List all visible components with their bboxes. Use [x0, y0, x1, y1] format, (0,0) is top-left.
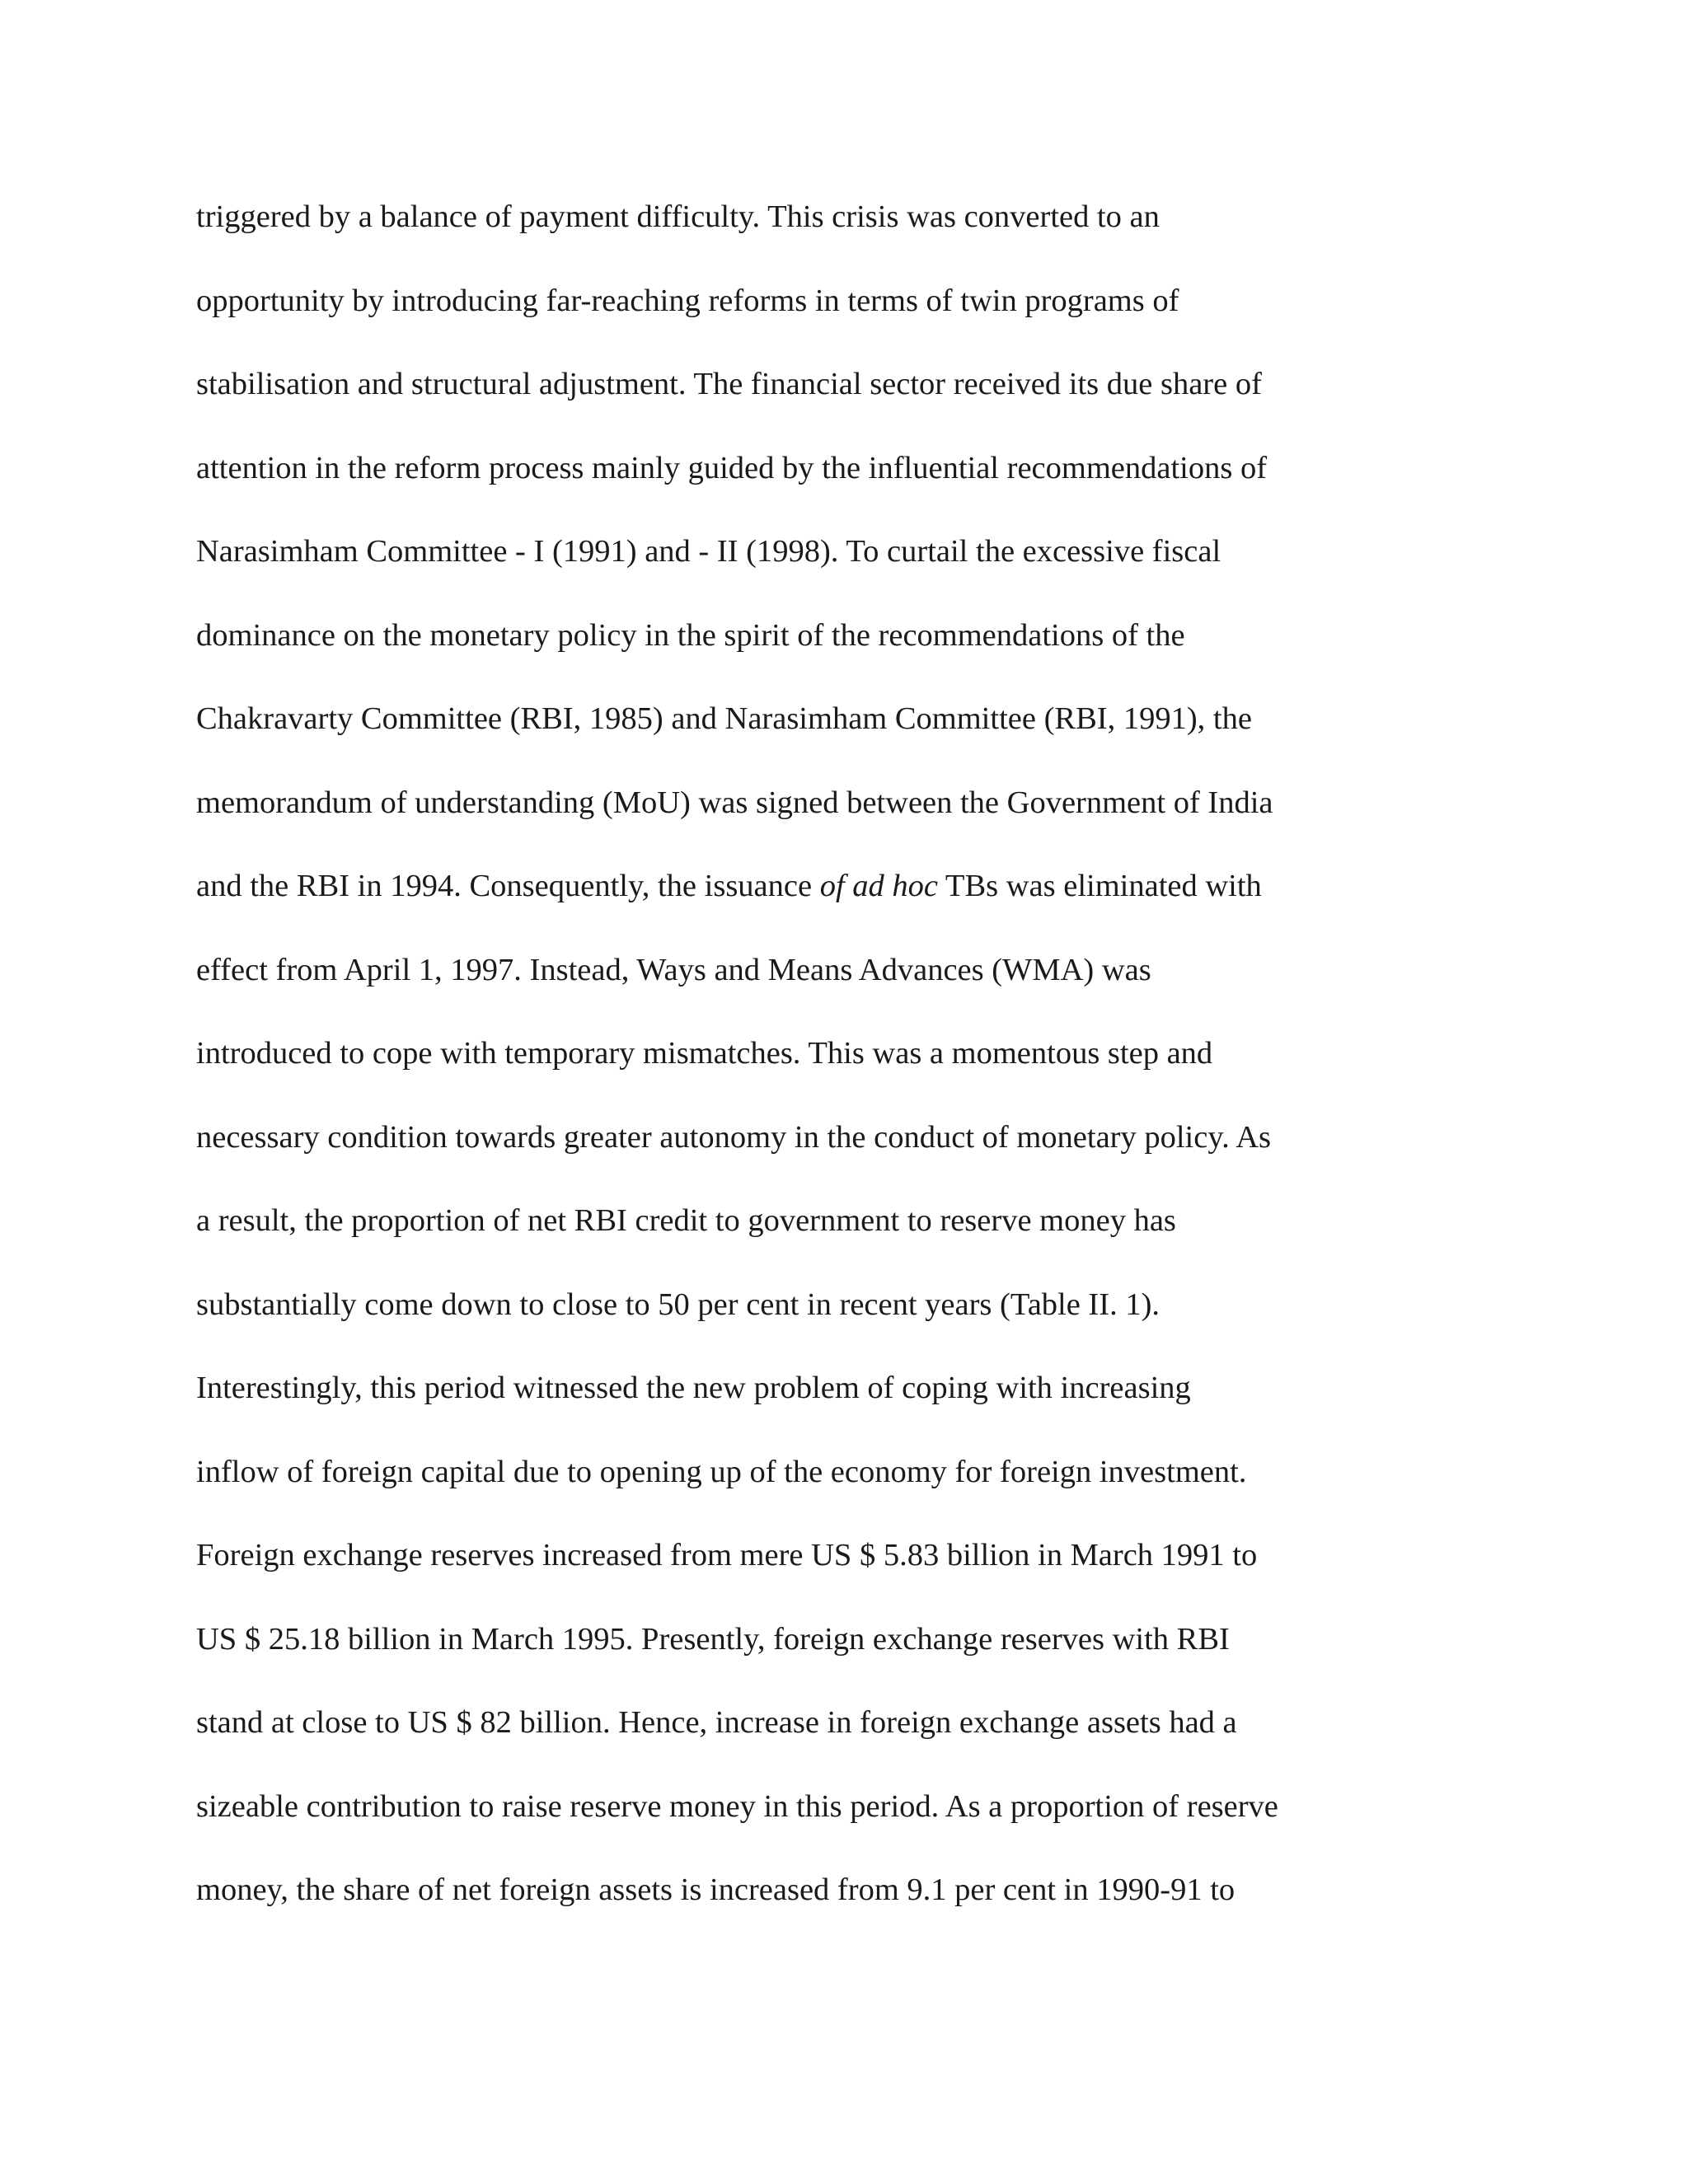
text-line: attention in the reform process mainly guided by the influential recommendations of [196, 450, 1268, 485]
text-segment: and the RBI in 1994. Consequently, the issuance [196, 869, 820, 903]
text-line: sizeable contribution to raise reserve money in this period. As a proportion of reserve [196, 1788, 1278, 1824]
text-line: Chakravarty Committee (RBI, 1985) and Narasimham Committee (RBI, 1991), the [196, 701, 1252, 736]
text-line: stabilisation and structural adjustment. The financial sector received its due share of [196, 367, 1262, 401]
body-paragraph [196, 188, 1367, 1945]
text-line: money, the share of net foreign assets is increased from 9.1 per cent in 1990-91 to [196, 1872, 1236, 1907]
italic-phrase: of ad hoc [819, 869, 938, 903]
text-line: US $ 25.18 billion in March 1995. Presently, foreign exchange reserves with RBI [196, 1621, 1230, 1657]
text-line: introduced to cope with temporary mismatches. This was a momentous step and [196, 1036, 1213, 1071]
text-line: memorandum of understanding (MoU) was signed between the Government of India [196, 785, 1273, 820]
text-line: Narasimham Committee - I (1991) and - II (1998). To curtail the excessive fiscal [196, 534, 1221, 569]
text-line: substantially come down to close to 50 per cent in recent years (Table II. 1). [196, 1286, 1160, 1322]
text-line: triggered by a balance of payment difficulty. This crisis was converted to an [196, 199, 1160, 234]
text-line: a result, the proportion of net RBI credit to government to reserve money has [196, 1203, 1176, 1238]
text-line: opportunity by introducing far-reaching reforms in terms of twin programs of [196, 283, 1179, 318]
text-line: stand at close to US $ 82 billion. Hence, increase in foreign exchange assets had a [196, 1705, 1237, 1740]
text-line: Interestingly, this period witnessed the new problem of coping with increasing [196, 1371, 1191, 1405]
text-line: dominance on the monetary policy in the spirit of the recommendations of the [196, 617, 1185, 653]
text-line: inflow of foreign capital due to opening up of the economy for foreign investment. [196, 1454, 1247, 1489]
text-line: necessary condition towards greater autonomy in the conduct of monetary policy. As [196, 1119, 1271, 1155]
text-segment: TBs was eliminated with [938, 869, 1262, 903]
text-line-mixed [196, 857, 1367, 941]
text-line: effect from April 1, 1997. Instead, Ways and Means Advances (WMA) was [196, 952, 1151, 987]
text-line: Foreign exchange reserves increased from mere US $ 5.83 billion in March 1991 to [196, 1538, 1258, 1572]
